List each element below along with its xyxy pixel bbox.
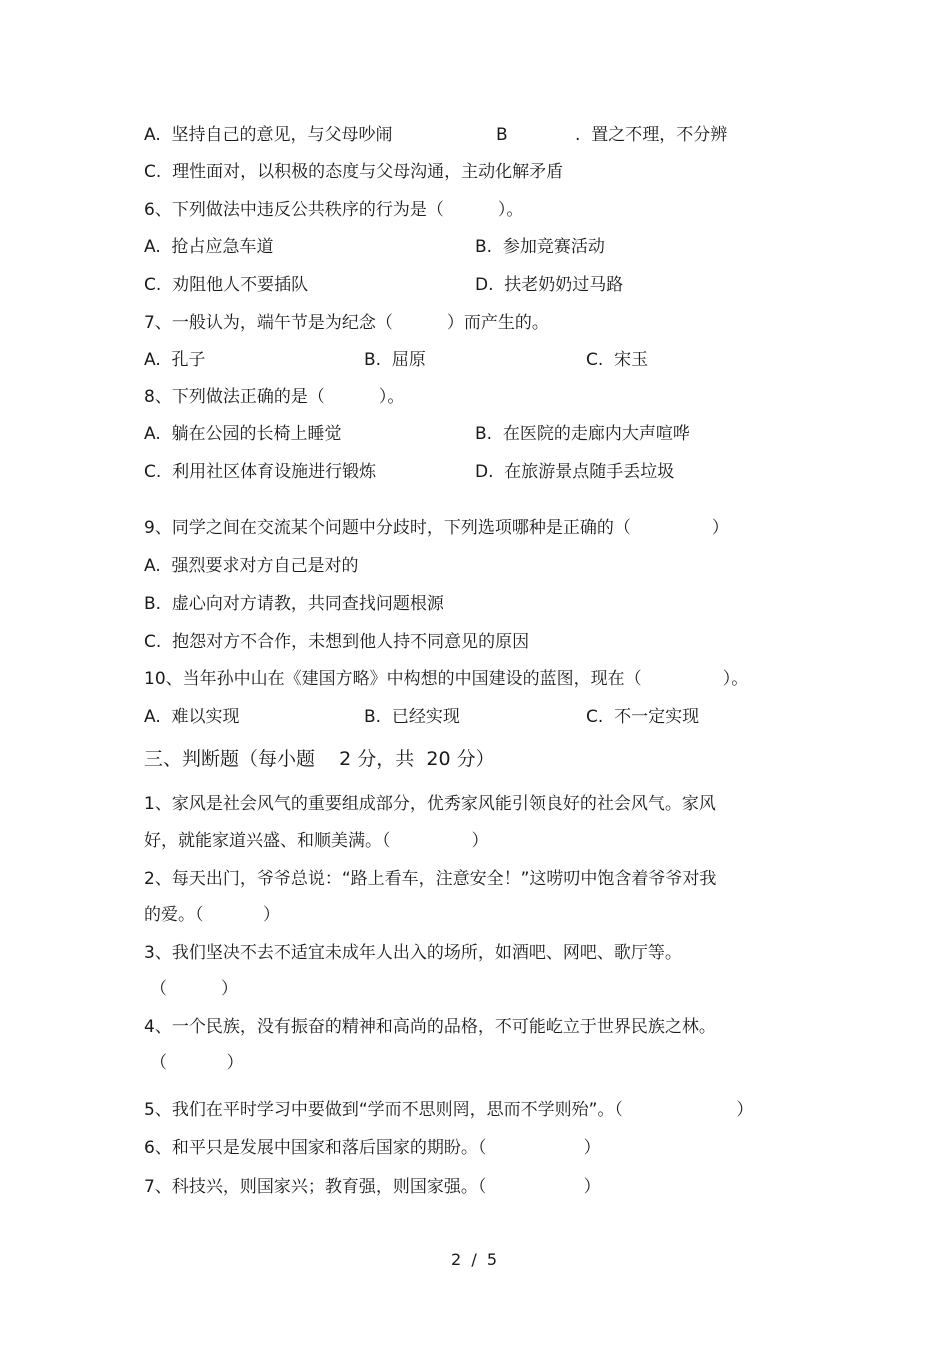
- question-8: 8、下列做法正确的是（ ）。: [144, 387, 405, 407]
- judgment-7: 7、科技兴，则国家兴；教育强，则国家强。（ ）: [144, 1177, 601, 1197]
- judgment-6: 6、和平只是发展中国家和落后国家的期盼。（ ）: [144, 1138, 601, 1158]
- option-a: A. 孔子: [144, 350, 206, 370]
- question-7: 7、一般认为，端午节是为纪念（ ）而产生的。: [144, 313, 549, 333]
- option-b-text: . 置之不理，不分辨: [575, 125, 728, 145]
- judgment-1-line-2: 好，就能家道兴盛、和顺美满。（ ）: [144, 831, 489, 851]
- option-a: A. 强烈要求对方自己是对的: [144, 556, 359, 576]
- option-c: C. 理性面对，以积极的态度与父母沟通，主动化解矛盾: [144, 162, 564, 182]
- judgment-4-line-1: 4、一个民族，没有振奋的精神和高尚的品格，不可能屹立于世界民族之林。: [144, 1017, 716, 1037]
- option-c: C. 利用社区体育设施进行锻炼: [144, 462, 377, 482]
- section-heading: 三、判断题（每小题 2 分，共 20 分）: [144, 748, 495, 770]
- option-b: B. 在医院的走廊内大声喧哗: [475, 424, 690, 444]
- judgment-2-line-2: 的爱。（ ）: [144, 905, 280, 925]
- judgment-3-line-2: （ ）: [150, 979, 239, 999]
- question-6: 6、下列做法中违反公共秩序的行为是（ ）。: [144, 200, 524, 220]
- page-number: 2 / 5: [451, 1250, 498, 1269]
- option-b: B. 参加竞赛活动: [475, 237, 605, 257]
- option-a: A. 躺在公园的长椅上睡觉: [144, 424, 342, 444]
- option-c: C. 抱怨对方不合作，未想到他人持不同意见的原因: [144, 632, 530, 652]
- option-c: C. 劝阻他人不要插队: [144, 275, 309, 295]
- option-d: D. 扶老奶奶过马路: [475, 275, 624, 295]
- option-b: B. 屈原: [364, 350, 426, 370]
- question-10: 10、当年孙中山在《建国方略》中构想的中国建设的蓝图，现在（ ）。: [144, 669, 749, 689]
- option-b: B. 虚心向对方请教，共同查找问题根源: [144, 594, 444, 614]
- option-c: C. 宋玉: [586, 350, 649, 370]
- judgment-3-line-1: 3、我们坚决不去不适宜未成年人出入的场所，如酒吧、网吧、歌厅等。: [144, 943, 682, 963]
- judgment-4-line-2: （ ）: [150, 1053, 244, 1073]
- option-a: A. 坚持自己的意见，与父母吵闹: [144, 125, 393, 145]
- judgment-2-line-1: 2、每天出门，爷爷总说：“路上看车，注意安全！”这唠叨中饱含着爷爷对我: [144, 869, 717, 889]
- judgment-1-line-1: 1、家风是社会风气的重要组成部分，优秀家风能引领良好的社会风气。家风: [144, 794, 716, 814]
- option-a: A. 抢占应急车道: [144, 237, 274, 257]
- option-c: C. 不一定实现: [586, 707, 700, 727]
- question-9: 9、同学之间在交流某个问题中分歧时，下列选项哪种是正确的（ ）: [144, 518, 729, 538]
- option-b: B. 已经实现: [364, 707, 460, 727]
- option-a: A. 难以实现: [144, 707, 240, 727]
- judgment-5: 5、我们在平时学习中要做到“学而不思则罔，思而不学则殆”。（ ）: [144, 1100, 754, 1120]
- option-b-letter: B: [496, 125, 508, 145]
- option-d: D. 在旅游景点随手丢垃圾: [475, 462, 675, 482]
